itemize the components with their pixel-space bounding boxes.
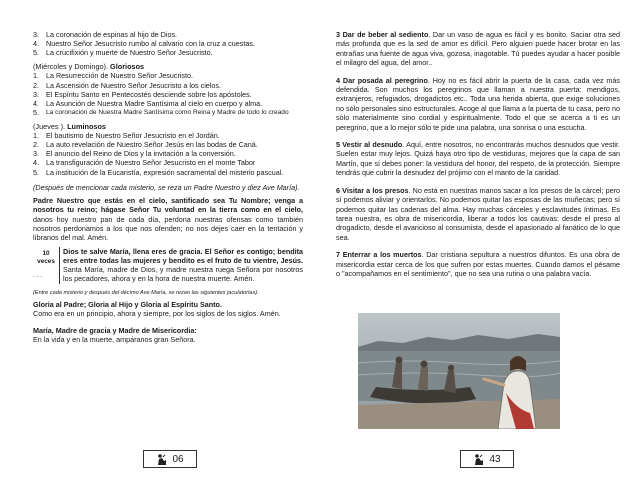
list-item: 5. La institución de la Eucaristía, expresión sacramental del misterio pascual. xyxy=(33,167,284,177)
list-item: 4. La Asunción de Nuestra Madre Santísima al cielo en cuerpo y alma. xyxy=(33,98,263,108)
repeat-count: 10 veces . . . xyxy=(33,250,55,280)
glory-be-prayer: Gloria al Padre; Gloria al Hijo y Gloria al Espíritu Santo. Como era en un principio, ahora y siempre, por los siglos de los siglos. Amén. xyxy=(33,299,281,318)
list-item: 3. El Espíritu Santo en Pentecostés desciende sobre los apóstoles. xyxy=(33,89,252,99)
work-of-mercy-6: 6 Visitar a los presos. No está en nuestras manos sacar a los presos de la cárcel; pero sí podemos aliviar y orientarlos. No podemos quitar las esposas de las muñecas; pero sí podemos quitar las cadenas del alma. Hay muchas cárceles y esclavitudes íntimas. Es tarea nuestra, es obra de misericordia, liberar a todos los cautivas: desde el preso al drogadicto, desde el avaricioso al consumista, desde el apasionado al fanático de lo que sea. xyxy=(336,185,621,242)
work-of-mercy-5: 5 Vestir al desnudo. Aquí, entre nosotros, no encontrarás muchos desnudos que vestir. Suelen estar muy lejos. Quizá haya otro tipo de vestiduras, mejores que la capa de san Martín, que sí debes poner: la vestidura del honor, del respeto, de la protección. Siempre tendrás que cubrir la desnudez del prójimo con el manto de la caridad. xyxy=(336,140,620,178)
list-item: 1. El bautismo de Nuestro Señor Jesucristo en el Jordán. xyxy=(33,131,220,141)
right-column xyxy=(336,30,620,286)
work-of-mercy-3: 3 Dar de beber al sediento. Dar un vaso de agua es fácil y es bonito. Saciar otra sed más profunda que es la sed de amor es difícil. Pero alguien puede hacer brotar en las entrañas una fuente de agua viva, gozosa, inagotable. Tú puedes ayudar a hacer posible el milagro del agua, del amor.. xyxy=(336,30,621,68)
our-father-prayer: Padre Nuestro que estás en el cielo, santificado sea Tu Nombre; venga a nosotros tu reino; hágase Señor Tu voluntad en la tierra como en el cielo, danos hoy nuestro pan de cada día, perdona nuestras ofensas como también nosotros perdonamos a los que nos ofenden; no nos dejes caer en la tentación y líbranos del mal. Amén. xyxy=(33,195,303,243)
glorious-heading: (Miércoles y Domingo). Gloriosos xyxy=(33,62,145,72)
list-item: 1. La Resurrección de Nuestro Señor Jesucristo. xyxy=(33,71,194,81)
list-item: 2. La Ascensión de Nuestro Señor Jesucristo a los cielos. xyxy=(33,80,221,90)
page-number-right: 43 xyxy=(460,450,514,468)
list-item: 4. La transfiguración de Nuestro Señor Jesucristo en el monte Tabor xyxy=(33,158,256,168)
list-item: 2. La auto revelación de Nuestro Señor Jesús en las bodas de Caná. xyxy=(33,140,258,150)
page-number-left: 06 xyxy=(143,450,197,468)
list-item: 3. La coronación de espinas al hijo de Dios. xyxy=(33,30,178,39)
luminous-heading: (Jueves ). Luminosos xyxy=(33,121,106,131)
left-column xyxy=(33,30,303,344)
sorrowful-mysteries-list xyxy=(33,30,303,57)
work-of-mercy-7: 7 Enterrar a los muertos. Dar cristiana sepultura a nuestros difuntos. Es una obra de misericordia estar cerca de los que sufren por estas muertes. Cuando damos el pésame o "acompañamos en el sentimiento", que no sea una rutina o una palabra vacía. xyxy=(336,250,620,278)
list-item: 5. La coronación de Nuestra Madre Santísima como Reina y Madre de todo lo creado xyxy=(33,107,289,117)
list-item: 3. El anuncio del Reino de Dios y la invitación a la conversión. xyxy=(33,149,236,159)
mary-mercy-prayer: María, Madre de gracia y Madre de Misericordia: En la vida y en la muerte, ampáranos gran Señora. xyxy=(33,326,197,345)
hail-mary-block xyxy=(33,247,303,284)
hail-mary-prayer: Dios te salve María, llena eres de gracia. El Señor es contigo; bendita eres entre todas las mujeres y bendito es el fruto de tu vientre, Jesús. Santa María, madre de Dios, y madre nuestra ruega Señora por nosotros los pecadores, ahora y en la hora de nuestra muerte. Amén. xyxy=(59,247,303,284)
jesus-fishermen-illustration xyxy=(358,313,560,429)
glorious-mysteries-list xyxy=(33,71,303,116)
mystery-instruction: (Después de mencionar cada misterio, se reza un Padre Nuestro y diez Ave María). xyxy=(33,182,300,192)
work-of-mercy-4: 4 Dar posada al peregrino. Hoy no es fácil abrir la puerta de la casa, cada vez más defendida. Son muchos los peregrinos que llaman a nuestra puerta: mendigos, extranjeros, refugiados, drogadictos etc.. Toda una herida abierta, que exige soluciones no sólo personales sino estructurales. Acoge al que llama a la puerta de tu casa, pero no sólo materialmente sino cordial y espiritualmente. Todo el que se acerca a ti es un peregrino, que a lo mejor sólo te pide una palabra, una sonrisa o una escucha. xyxy=(336,75,620,132)
luminous-mysteries-list xyxy=(33,131,303,176)
jaculatory-note: (Entre cada misterio y después del décimo Ave María, se rezan las siguientes jaculatorias). xyxy=(33,289,259,296)
list-item: 5. La crucifixión y muerte de Nuestro Señor Jesucristo. xyxy=(33,48,213,58)
praying-figure-icon xyxy=(473,453,485,465)
praying-figure-icon xyxy=(156,453,168,465)
list-item: 4. Nuestro Señor Jesucristo rumbo al calvario con la cruz a cuestas. xyxy=(33,39,255,49)
